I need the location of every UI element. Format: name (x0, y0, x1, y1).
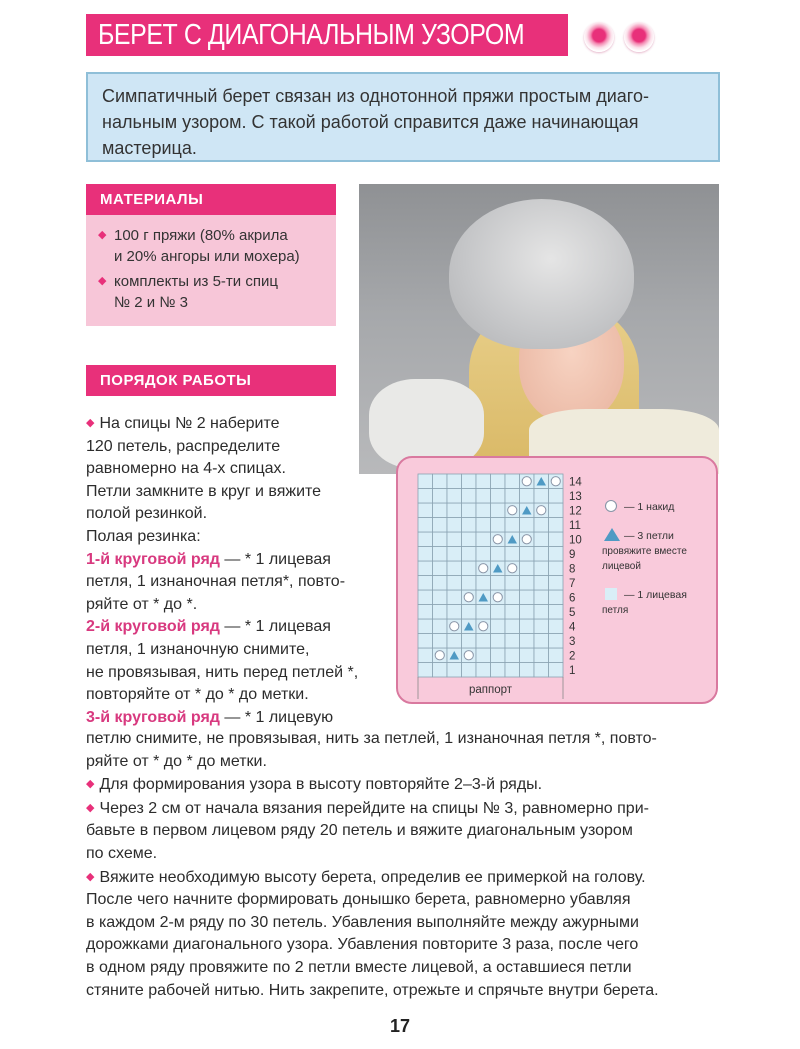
materials-item-line: и 20% ангоры или мохера) (114, 248, 300, 265)
chart-cell (491, 503, 506, 518)
instruction-line: по схеме. (86, 844, 158, 862)
chart-cell (520, 561, 535, 576)
yarn-over-mark (522, 535, 531, 544)
row-label: 4 (569, 621, 576, 634)
row-label: 3 (569, 635, 576, 648)
chart-cell (491, 474, 506, 489)
chart-cell (433, 663, 448, 678)
chart-cell (534, 532, 549, 547)
rapport-label: раппорт (468, 684, 513, 696)
chart-cell (476, 474, 491, 489)
chart-cell (534, 518, 549, 533)
chart-cell (534, 561, 549, 576)
materials-item-line: 100 г пряжи (80% акрила (114, 227, 288, 244)
chart-cell (447, 576, 462, 591)
chart-cell (447, 590, 462, 605)
chart-cell (549, 503, 564, 518)
chart-cell (433, 590, 448, 605)
chart-cell (491, 547, 506, 562)
row-3-instruction (86, 707, 396, 730)
chart-cell (505, 605, 520, 620)
chart-cell (418, 518, 433, 533)
diamond-bullet-icon: ◆ (86, 417, 95, 429)
chart-cell (462, 489, 477, 504)
knitting-chart (398, 458, 720, 706)
chart-cell (462, 561, 477, 576)
instruction-line: дорожками диагонального узора. Убавления повторите 3 раза, после чего (86, 936, 639, 954)
instruction-line: не провязывая, нить перед петлей *, (86, 663, 359, 681)
chart-cell (534, 489, 549, 504)
instruction-line: стяните рабочей нитью. Нить закрепите, отрежьте и спрячьте внутри берета. (86, 981, 659, 999)
chart-cell (505, 547, 520, 562)
instruction-text: — * 1 лицевая (219, 550, 331, 568)
chart-cell (491, 489, 506, 504)
chart-cell (476, 518, 491, 533)
instruction-line (86, 412, 396, 436)
chart-cell (534, 663, 549, 678)
chart-cell (549, 605, 564, 620)
chart-cell (433, 605, 448, 620)
chart-cell (418, 489, 433, 504)
chart-cell (433, 634, 448, 649)
instruction-text: Через 2 см от начала вязания перейдите на спицы № 3, равномерно при- (99, 799, 649, 817)
yarn-over-mark (522, 477, 531, 486)
row-1-instruction (86, 549, 396, 572)
chart-cell (491, 648, 506, 663)
chart-cell (520, 590, 535, 605)
chart-cell (549, 648, 564, 663)
yarn-over-mark (479, 622, 488, 631)
chart-cell (505, 648, 520, 663)
row-label: 9 (569, 548, 576, 561)
materials-item (98, 225, 336, 267)
chart-cell (447, 532, 462, 547)
intro-line: мастерица. (102, 138, 197, 158)
instruction-text: Для формирования узора в высоту повторяйте 2–3-й ряды. (99, 776, 543, 794)
chart-cell (549, 532, 564, 547)
instruction-line (86, 866, 726, 890)
chart-cell (418, 590, 433, 605)
chart-cell (433, 503, 448, 518)
yarn-over-mark (537, 506, 546, 515)
chart-cell (418, 605, 433, 620)
chart-cell (462, 634, 477, 649)
chart-cell (534, 547, 549, 562)
chart-cell (549, 663, 564, 678)
chart-cell (447, 489, 462, 504)
chart-cell (549, 489, 564, 504)
instruction-line: После чего начните формировать донышко берета, равномерно убавляя (86, 891, 631, 909)
chart-cell (433, 547, 448, 562)
chart-cell (505, 590, 520, 605)
chart-cell (520, 547, 535, 562)
chart-cell (433, 576, 448, 591)
chart-cell (418, 634, 433, 649)
chart-cell (491, 518, 506, 533)
chart-cell (418, 576, 433, 591)
order-heading: ПОРЯДОК РАБОТЫ (86, 365, 336, 396)
instruction-line: Полая резинка: (86, 527, 201, 545)
instructions-left (86, 412, 396, 729)
chart-cell (505, 489, 520, 504)
legend-knit-icon (605, 588, 617, 600)
instruction-line: Петли замкните в круг и вяжите (86, 482, 322, 500)
instruction-line (86, 797, 726, 821)
chart-cell (491, 619, 506, 634)
row-label: 8 (569, 563, 576, 576)
instruction-line (86, 773, 726, 797)
chart-cell (505, 518, 520, 533)
chart-cell (447, 503, 462, 518)
chart-cell (433, 561, 448, 576)
row-label: 2-й круговой ряд (86, 618, 220, 636)
chart-cell (520, 605, 535, 620)
diamond-bullet-icon: ◆ (98, 275, 107, 287)
instruction-line: ряйте от * до *. (86, 595, 198, 613)
intro-box (86, 72, 720, 162)
chart-cell (549, 518, 564, 533)
instruction-text: — * 1 лицевую (219, 708, 334, 726)
chart-cell (520, 576, 535, 591)
chart-cell (520, 634, 535, 649)
chart-cell (447, 663, 462, 678)
instruction-text: Вяжите необходимую высоту берета, определив ее примеркой на голову. (99, 868, 646, 886)
row-label: 2 (569, 650, 576, 663)
chart-cell (476, 605, 491, 620)
legend-text: — 1 лицевая (624, 589, 687, 601)
chart-cell (418, 619, 433, 634)
chart-cell (520, 518, 535, 533)
row-label: 12 (569, 505, 582, 518)
yarn-over-mark (508, 564, 517, 573)
chart-cell (534, 634, 549, 649)
materials-item-line: комплекты из 5-ти спиц (114, 273, 278, 290)
chart-cell (534, 590, 549, 605)
chart-cell (491, 605, 506, 620)
chart-cell (462, 605, 477, 620)
row-label: 14 (569, 476, 582, 489)
chart-cell (447, 518, 462, 533)
row-label: 3-й круговой ряд (86, 708, 220, 726)
legend-k3tog-icon (604, 528, 620, 541)
yarn-over-mark (493, 535, 502, 544)
row-label: 7 (569, 577, 576, 590)
instruction-line: в одном ряду провяжите по 2 петли вместе лицевой, а оставшиеся петли (86, 958, 632, 976)
row-label: 6 (569, 592, 576, 605)
chart-cell (476, 547, 491, 562)
chart-cell (505, 619, 520, 634)
chart-cell (534, 605, 549, 620)
yarn-over-mark (464, 593, 473, 602)
legend-text: петля (602, 605, 629, 616)
chart-cell (418, 503, 433, 518)
chart-cell (462, 547, 477, 562)
instruction-line: полой резинкой. (86, 505, 208, 523)
chart-cell (476, 489, 491, 504)
yarn-over-mark (493, 593, 502, 602)
chart-cell (476, 648, 491, 663)
instruction-line: равномерно на 4-х спицах. (86, 460, 286, 478)
chart-cell (520, 663, 535, 678)
chart-cell (505, 474, 520, 489)
chart-cell (447, 547, 462, 562)
chart-cell (462, 663, 477, 678)
instruction-line: петлю снимите, не провязывая, нить за петлей, 1 изнаночная петля *, повто- (86, 730, 657, 747)
chart-cell (476, 576, 491, 591)
chart-cell (462, 576, 477, 591)
chart-cell (534, 648, 549, 663)
chart-cell (418, 474, 433, 489)
diamond-bullet-icon: ◆ (86, 870, 95, 883)
chart-cell (433, 518, 448, 533)
diamond-bullet-icon: ◆ (86, 778, 95, 791)
instruction-line: ряйте от * до * до метки. (86, 752, 267, 770)
intro-line: Симпатичный берет связан из однотонной пряжи простым диаго- (102, 86, 649, 106)
yarn-over-mark (508, 506, 517, 515)
row-label: 13 (569, 490, 582, 503)
instruction-line: петля, 1 изнаночная петля*, повто- (86, 573, 346, 591)
yarn-over-mark (435, 651, 444, 660)
yarn-over-mark (479, 564, 488, 573)
chart-cell (491, 663, 506, 678)
chart-cell (520, 648, 535, 663)
chart-cell (462, 532, 477, 547)
legend-yarn-over-icon (606, 501, 617, 512)
instruction-line: 120 петель, распределите (86, 437, 281, 455)
page-title-text: БЕРЕТ С ДИАГОНАЛЬНЫМ УЗОРОМ (98, 19, 525, 51)
instruction-line: повторяйте от * до * до метки. (86, 686, 309, 704)
materials-box (86, 184, 336, 326)
photo-beret (449, 199, 634, 349)
chart-cell (476, 532, 491, 547)
flower-icon (624, 22, 654, 52)
yarn-over-mark (464, 651, 473, 660)
chart-cell (462, 503, 477, 518)
diamond-bullet-icon: ◆ (98, 229, 107, 241)
row-2-instruction (86, 616, 396, 639)
legend-text: лицевой (602, 561, 641, 572)
materials-item (98, 271, 336, 313)
chart-cell (447, 634, 462, 649)
chart-cell (418, 532, 433, 547)
chart-cell (476, 663, 491, 678)
row-label: 11 (569, 519, 581, 532)
row-label: 1 (569, 664, 576, 677)
legend-text: — 3 петли (624, 530, 674, 542)
chart-cell (549, 619, 564, 634)
chart-cell (462, 518, 477, 533)
chart-cell (433, 619, 448, 634)
yarn-over-mark (450, 622, 459, 631)
row-label: 5 (569, 606, 576, 619)
beret-photo (359, 184, 719, 474)
chart-cell (505, 634, 520, 649)
legend-text: — 1 накид (624, 501, 675, 513)
page-title (86, 14, 568, 56)
chart-cell (447, 561, 462, 576)
instruction-text: На спицы № 2 наберите (99, 415, 280, 432)
chart-cell (549, 561, 564, 576)
row-label: 1-й круговой ряд (86, 550, 220, 568)
chart-cell (433, 532, 448, 547)
intro-line: нальным узором. С такой работой справится даже начинающая (102, 112, 639, 132)
chart-cell (520, 619, 535, 634)
chart-cell (447, 474, 462, 489)
instructions-full (86, 728, 726, 1002)
instruction-text: — * 1 лицевая (219, 618, 331, 636)
chart-cell (418, 547, 433, 562)
instruction-line: в каждом 2-м ряду по 30 петель. Убавления выполняйте между ажурными (86, 913, 639, 931)
chart-cell (476, 503, 491, 518)
page-number: 17 (389, 1016, 411, 1036)
chart-cell (549, 576, 564, 591)
row-label: 10 (569, 534, 582, 547)
chart-cell (418, 561, 433, 576)
chart-cell (447, 605, 462, 620)
chart-cell (534, 576, 549, 591)
chart-cell (505, 576, 520, 591)
chart-cell (520, 489, 535, 504)
chart-cell (549, 634, 564, 649)
chart-cell (433, 489, 448, 504)
diamond-bullet-icon: ◆ (86, 801, 95, 814)
yarn-over-mark (551, 477, 560, 486)
chart-cell (433, 474, 448, 489)
instruction-line: бавьте в первом лицевом ряду 20 петель и вяжите диагональным узором (86, 822, 633, 840)
chart-cell (534, 619, 549, 634)
chart-cell (462, 474, 477, 489)
chart-cell (418, 648, 433, 663)
chart-cell (505, 663, 520, 678)
materials-list (86, 215, 336, 313)
chart-cell (491, 634, 506, 649)
chart-cell (476, 634, 491, 649)
materials-item-line: № 2 и № 3 (114, 294, 188, 311)
chart-cell (418, 663, 433, 678)
flower-icon (584, 22, 614, 52)
order-box (86, 365, 336, 396)
materials-heading: МАТЕРИАЛЫ (86, 184, 336, 215)
chart-cell (549, 590, 564, 605)
instruction-line: петля, 1 изнаночную снимите, (86, 640, 310, 658)
knitting-chart-box (396, 456, 718, 704)
chart-cell (549, 547, 564, 562)
legend-text: провяжите вместе (602, 546, 687, 557)
chart-cell (491, 576, 506, 591)
